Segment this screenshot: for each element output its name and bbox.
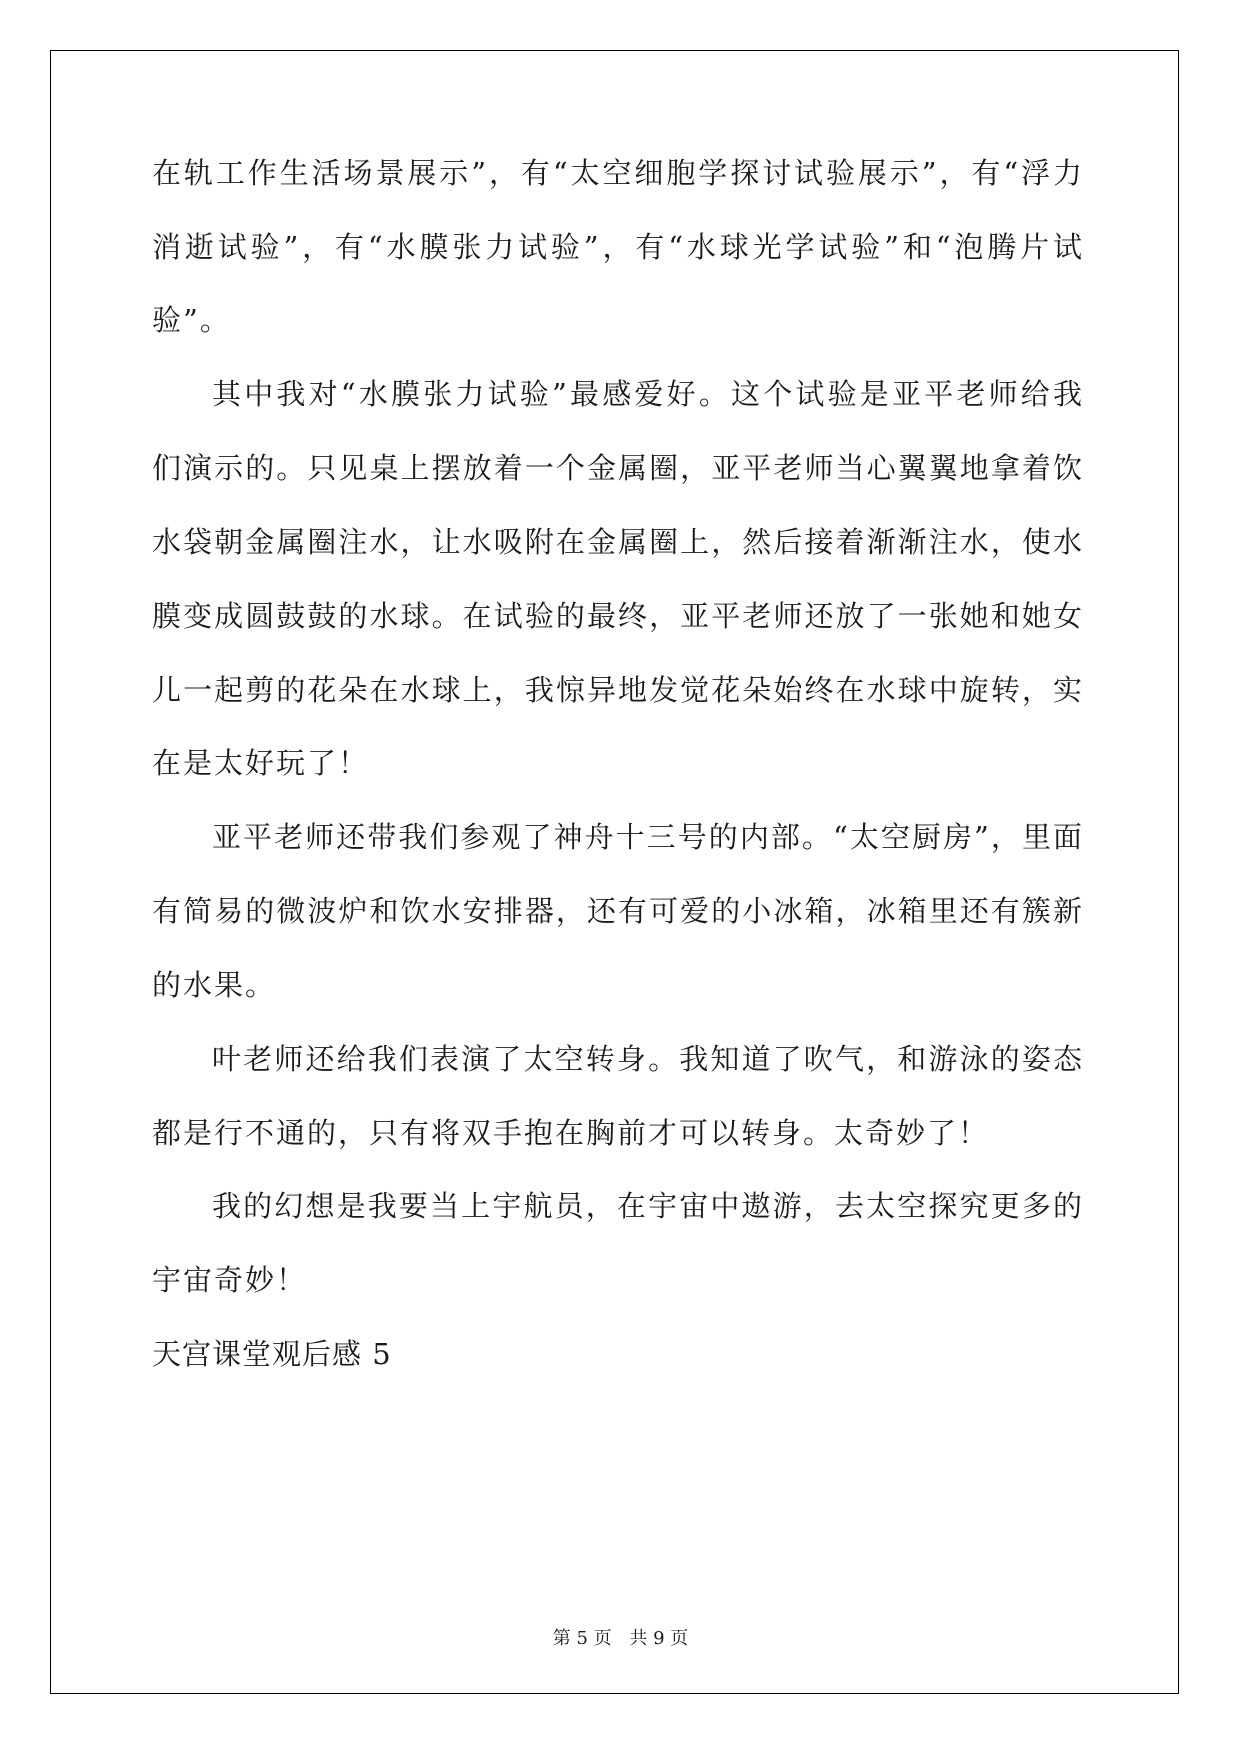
- page-footer: [0, 1624, 1241, 1650]
- section-heading: 天宫课堂观后感 5: [152, 1337, 392, 1371]
- paragraph-first-line: 叶老师还给我们表演了太空转身。我知道了吹气，和游泳的姿态: [212, 1042, 1082, 1076]
- text-line: 在是太好玩了！: [152, 746, 370, 780]
- text-line: 水袋朝金属圈注水，让水吸附在金属圈上，然后接着渐渐注水，使水: [152, 525, 1082, 559]
- page-number: 第 5 页: [552, 1628, 612, 1649]
- text-line: 都是行不通的，只有将双手抱在胸前才可以转身。太奇妙了！: [152, 1116, 990, 1150]
- text-line: 宇宙奇妙！: [152, 1263, 308, 1297]
- text-line: 在轨工作生活场景展示”，有“太空细胞学探讨试验展示”，有“浮力: [152, 156, 1082, 190]
- text-line: 消逝试验”，有“水膜张力试验”，有“水球光学试验”和“泡腾片试: [152, 230, 1082, 264]
- text-line: 们演示的。只见桌上摆放着一个金属圈，亚平老师当心翼翼地拿着饮: [152, 451, 1082, 485]
- paragraph-first-line: 其中我对“水膜张力试验”最感爱好。这个试验是亚平老师给我: [212, 377, 1082, 411]
- text-line: 验”。: [152, 303, 231, 337]
- text-line: 儿一起剪的花朵在水球上，我惊异地发觉花朵始终在水球中旋转，实: [152, 673, 1082, 707]
- text-line: 膜变成圆鼓鼓的水球。在试验的最终，亚平老师还放了一张她和她女: [152, 599, 1082, 633]
- paragraph-first-line: 亚平老师还带我们参观了神舟十三号的内部。“太空厨房”，里面: [212, 820, 1082, 854]
- page-border: [50, 50, 1179, 1694]
- page-total: 共 9 页: [629, 1628, 689, 1649]
- text-line: 有简易的微波炉和饮水安排器，还有可爱的小冰箱，冰箱里还有簇新: [152, 894, 1082, 928]
- paragraph-first-line: 我的幻想是我要当上宇航员，在宇宙中遨游，去太空探究更多的: [212, 1189, 1082, 1223]
- text-line: 的水果。: [152, 968, 277, 1002]
